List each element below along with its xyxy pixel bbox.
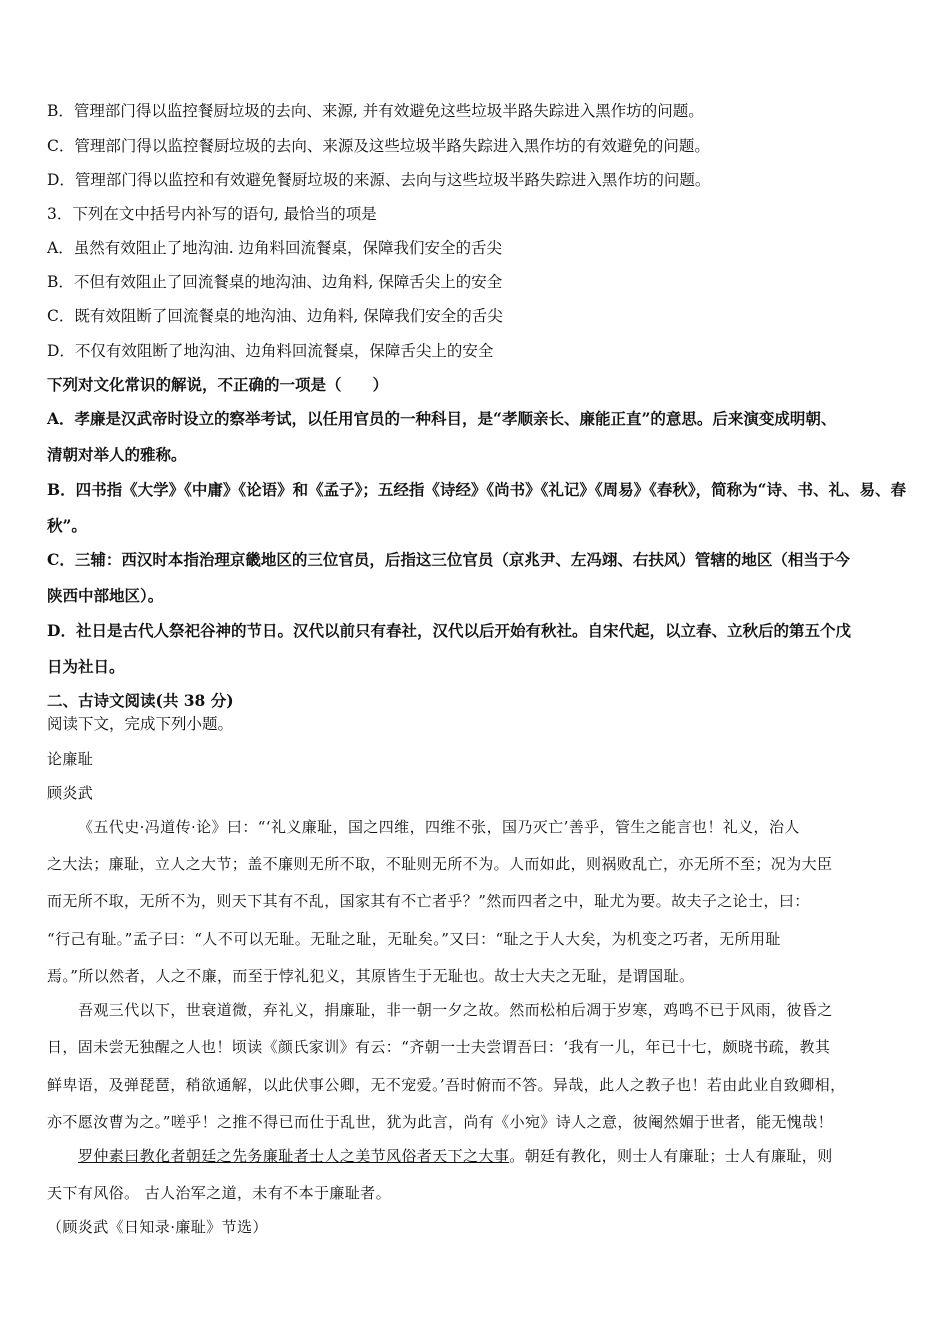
q2-option-c: C．管理部门得以监控餐厨垃圾的去向、来源及这些垃圾半路失踪进入黑作坊的有效避免的问题。	[47, 137, 710, 155]
para3-line1-rest: 。朝廷有教化，则士人有廉耻；士人有廉耻，则	[509, 1147, 833, 1165]
q3-stem: 3．下列在文中括号内补写的语句, 最恰当的项是	[47, 205, 377, 223]
para2-line2: 日，固未尝无独醒之人也！顷读《颜氏家训》有云：“齐朝一士夫尝谓吾曰：‘我有一儿，年已十七，颇晓书疏，教其	[47, 1038, 831, 1056]
para2-line3: 鲜卑语，及弹琵琶，稍欲通解，以此伏事公卿，无不宠爱。’吾时俯而不答。异哉，此人之教子也！若由此业自致卿相，	[47, 1076, 846, 1094]
para2-line1: 吾观三代以下，世衰道微，弃礼义，捐廉耻，非一朝一夕之故。然而松柏后凋于岁寒，鸡鸣不已于风雨，彼昏之	[78, 1001, 833, 1019]
q4-option-a-line2: 清朝对举人的雅称。	[47, 445, 187, 464]
q4-option-d-line1: D．社日是古代人祭祀谷神的节日。汉代以前只有春社，汉代以后开始有秋社。自宋代起，以立春、立秋后的第五个戊	[47, 621, 851, 640]
q3-option-a: A．虽然有效阻止了地沟油. 边角料回流餐桌，保障我们安全的舌尖	[47, 239, 503, 257]
para1-line3: 而无所不取，无所不为，则天下其有不乱，国家其有不亡者乎？”然而四者之中，耻尤为要。故夫子之论士，曰：	[47, 892, 810, 910]
passage-title: 论廉耻	[47, 750, 94, 768]
q4-option-b-line2: 秋”。	[47, 516, 87, 535]
q3-option-d: D．不仅有效阻断了地沟油、边角料回流餐桌，保障舌尖上的安全	[47, 342, 494, 360]
q2-option-d: D．管理部门得以监控和有效避免餐厨垃圾的来源、去向与这些垃圾半路失踪进入黑作坊的问题。	[47, 171, 711, 189]
q4-option-a-line1: A．孝廉是汉武帝时设立的察举考试，以任用官员的一种科目，是“孝顺亲长、廉能正直”的意思。后来演变成明朝、	[47, 409, 837, 428]
para1-line1: 《五代史·冯道传·论》曰：“‘礼义廉耻，国之四维，四维不张，国乃灭亡’善乎，管生之能言也！礼义，治人	[78, 818, 800, 836]
para3-line2: 天下有风俗。 古人治军之道，未有不本于廉耻者。	[47, 1184, 391, 1202]
para1-line2: 之大法；廉耻，立人之大节；盖不廉则无所不取，不耻则无所不为。人而如此，则祸败乱亡，亦无所不至；况为大臣	[47, 855, 833, 873]
para2-line4: 亦不愿汝曹为之。”嗟乎！之推不得已而仕于乱世，犹为此言，尚有《小宛》诗人之意，彼阉然媚于世者，能无愧哉！	[47, 1113, 833, 1131]
para1-line4: “行己有耻。”孟子曰：“人不可以无耻。无耻之耻，无耻矣。”又曰：“耻之于人大矣，为机变之巧者，无所用耻	[47, 930, 781, 948]
passage-source: （顾炎武《日知录·廉耻》节选）	[47, 1218, 268, 1236]
q4-option-d-line2: 日为社日。	[47, 657, 125, 676]
passage-author: 顾炎武	[47, 784, 94, 802]
section-heading: 二、古诗文阅读(共 38 分)	[47, 691, 234, 710]
q3-option-b: B．不但有效阻止了回流餐桌的地沟油、边角料, 保障舌尖上的安全	[47, 273, 503, 291]
q4-stem: 下列对文化常识的解说，不正确的一项是（ ）	[47, 375, 389, 394]
para1-line5: 焉。”所以然者，人之不廉，而至于悖礼犯义，其原皆生于无耻也。故士大夫之无耻，是谓国耻。	[47, 967, 695, 985]
underlined-sentence: 罗仲素曰教化者朝廷之先务廉耻者士人之美节风俗者天下之大事	[78, 1147, 510, 1165]
q2-option-b: B．管理部门得以监控餐厨垃圾的去向、来源, 并有效避免这些垃圾半路失踪进入黑作坊的问题。	[47, 102, 704, 120]
q4-option-c-line1: C．三辅：西汉时本指治理京畿地区的三位官员，后指这三位官员（京兆尹、左冯翊、右扶风）管辖的地区（相当于今	[47, 550, 850, 569]
q4-option-b-line1: B．四书指《大学》《中庸》《论语》和《孟子》；五经指《诗经》《尚书》《礼记》《周易》《春秋》，简称为“诗、书、礼、易、春	[47, 480, 907, 499]
q3-option-c: C．既有效阻断了回流餐桌的地沟油、边角料, 保障我们安全的舌尖	[47, 307, 503, 325]
section-instruction: 阅读下文，完成下列小题。	[47, 715, 234, 733]
para3-line1	[78, 1146, 833, 1166]
q4-option-c-line2: 陕西中部地区）。	[47, 586, 164, 605]
